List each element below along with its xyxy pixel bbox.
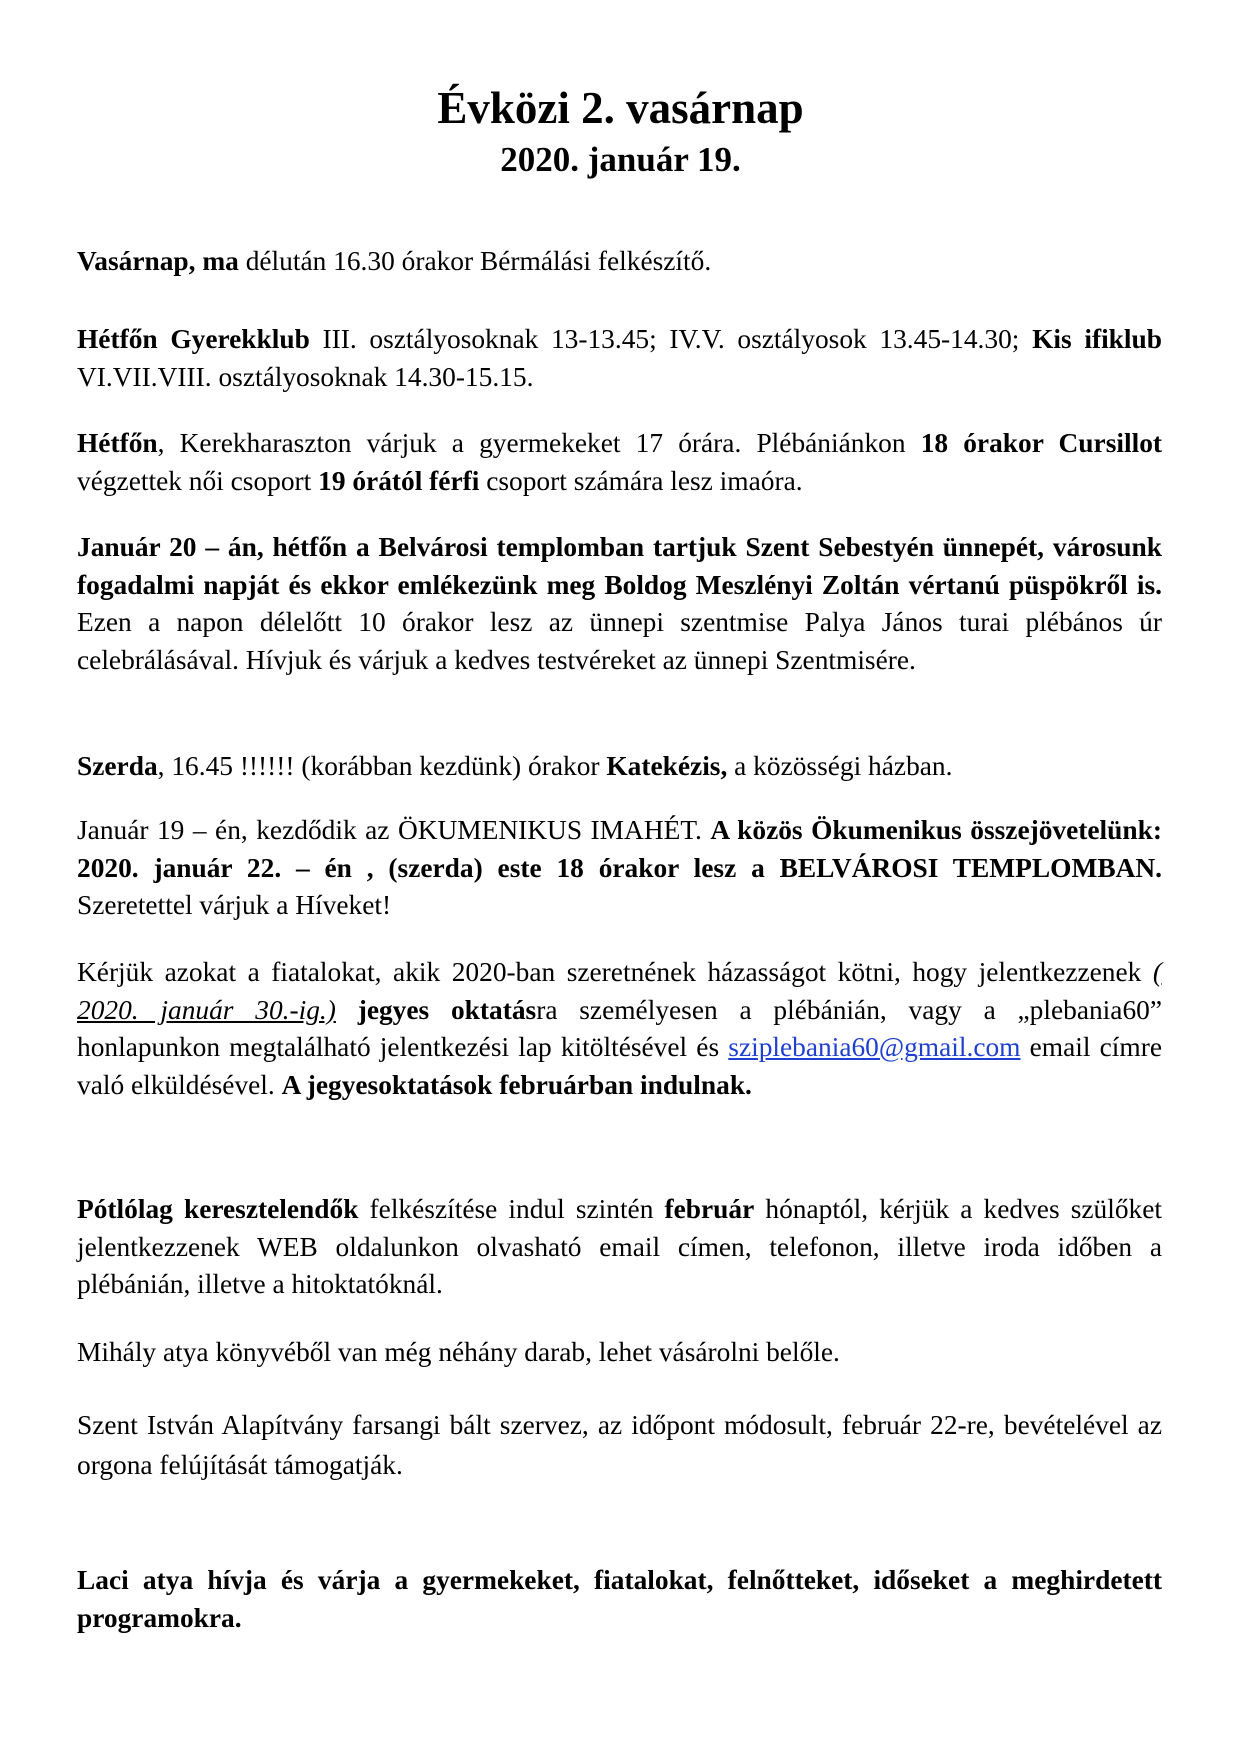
announcement-text: csoport számára lesz imaóra. (479, 465, 803, 496)
announcement-saint-sebastian (77, 529, 1162, 679)
announcement-bold-text: 19 órától férfi (318, 465, 480, 496)
announcement-text: , 16.45 !!!!!! (korábban kezdünk) órakor (157, 751, 607, 781)
announcement-text: Szeretettel várjuk a Híveket! (77, 890, 392, 920)
announcement-monday-prayer (77, 425, 1162, 500)
announcement-text: felkészítése indul szintén (358, 1194, 665, 1224)
announcement-bold-text: február (664, 1194, 755, 1224)
announcement-closing-invitation (77, 1562, 1162, 1637)
announcement-text: Mihály atya könyvéből van még néhány darab, lehet vásárolni belőle. (77, 1337, 840, 1367)
announcement-kids-club (77, 321, 1162, 396)
deadline-text: ( 2020. január 30.-ig.) (77, 957, 1162, 1025)
announcement-bold-text: Hétfőn (77, 428, 158, 458)
announcement-bold-text: Vasárnap, ma (77, 246, 239, 276)
announcement-marriage-prep (77, 954, 1162, 1104)
announcement-baptism-prep (77, 1191, 1162, 1304)
announcement-text (336, 995, 358, 1025)
announcement-text: III. osztályosoknak 13-13.45; IV.V. osztályosok 13.45-14.30; (309, 324, 1033, 354)
announcement-ecumenical-week (77, 812, 1162, 925)
announcement-text: a közösségi házban. (727, 751, 953, 781)
announcement-bold-text: Január 20 – án, hétfőn a Belvárosi templomban tartjuk Szent Sebestyén ünnepét, városunk fogadalmi napját és ekkor emlékezünk meg Boldog Meszlényi Zoltán vértanú püspökről is. (77, 532, 1162, 600)
announcement-bold-text: Hétfőn Gyerekklub (77, 324, 310, 354)
announcement-text: hónaptól, kérjük a kedves szülőket jelentkezzenek WEB oldalunkon olvasható email címen, telefonon, illetve iroda időben a plébánián, illetve a hitoktatóknál. (77, 1194, 1162, 1299)
announcement-bold-text: Kis ifiklub (1032, 324, 1162, 354)
announcement-text: Szent István Alapítvány farsangi bált szervez, az időpont módosult, február 22-re, bevételével az orgona felújítását támogatják. (77, 1410, 1162, 1480)
announcement-bold-text: Pótlólag keresztelendők (77, 1194, 359, 1224)
announcement-bold-text: Katekézis, (606, 751, 728, 781)
announcement-text: Kérjük azokat a fiatalokat, akik 2020-ban szeretnének házasságot kötni, hogy jelentkezzenek (77, 957, 1153, 987)
announcement-text: Január 19 – én, kezdődik az ÖKUMENIKUS IMAHÉT. (77, 815, 711, 845)
announcement-text: délután 16.30 órakor Bérmálási felkészítő. (238, 246, 712, 276)
announcement-confirmation-prep (77, 243, 1162, 281)
announcement-catechesis (77, 748, 1162, 786)
announcement-bold-text: A jegyesoktatások februárban indulnak. (281, 1069, 752, 1100)
announcement-text: Ezen a napon délelőtt 10 órakor lesz az ünnepi szentmise Palya János turai plébános úr celebrálásával. Hívjuk és várjuk a kedves testvéreket az ünnepi Szentmisére. (77, 607, 1162, 675)
announcement-text: , Kerekharaszton várjuk a gyermekeket 17 órára. Plébániánkon (157, 428, 921, 458)
announcement-carnival-ball (77, 1405, 1162, 1485)
announcement-text: VI.VII.VIII. osztályosoknak 14.30-15.15. (77, 361, 534, 392)
announcement-bold-text: jegyes oktatás (357, 994, 537, 1025)
announcement-bold-text: Laci atya hívja és várja a gyermekeket, fiatalokat, felnőtteket, időseket a meghirdetett programokra. (77, 1565, 1162, 1633)
announcement-bold-text: A közös Ökumenikus összejövetelünk: 2020. január 22. – én , (szerda) este 18 órakor lesz a BELVÁROSI TEMPLOMBAN. (77, 815, 1162, 883)
page-date: 2020. január 19. (500, 140, 741, 179)
announcement-bold-text: 18 órakor Cursillot (920, 428, 1163, 458)
announcement-book-sale (77, 1334, 1162, 1372)
email-link[interactable]: sziplebania60@gmail.com (728, 1032, 1021, 1062)
announcement-text: ra személyesen a plébánián, vagy a „plebania60” honlapunkon megtalálható jelentkezési lap kitöltésével és (77, 994, 1162, 1062)
page-title: Évközi 2. vasárnap (437, 83, 804, 133)
announcement-text: email címre való elküldésével. (77, 1032, 1162, 1100)
announcement-bold-text: Szerda (77, 751, 158, 781)
announcement-text: végzettek női csoport (77, 465, 319, 496)
